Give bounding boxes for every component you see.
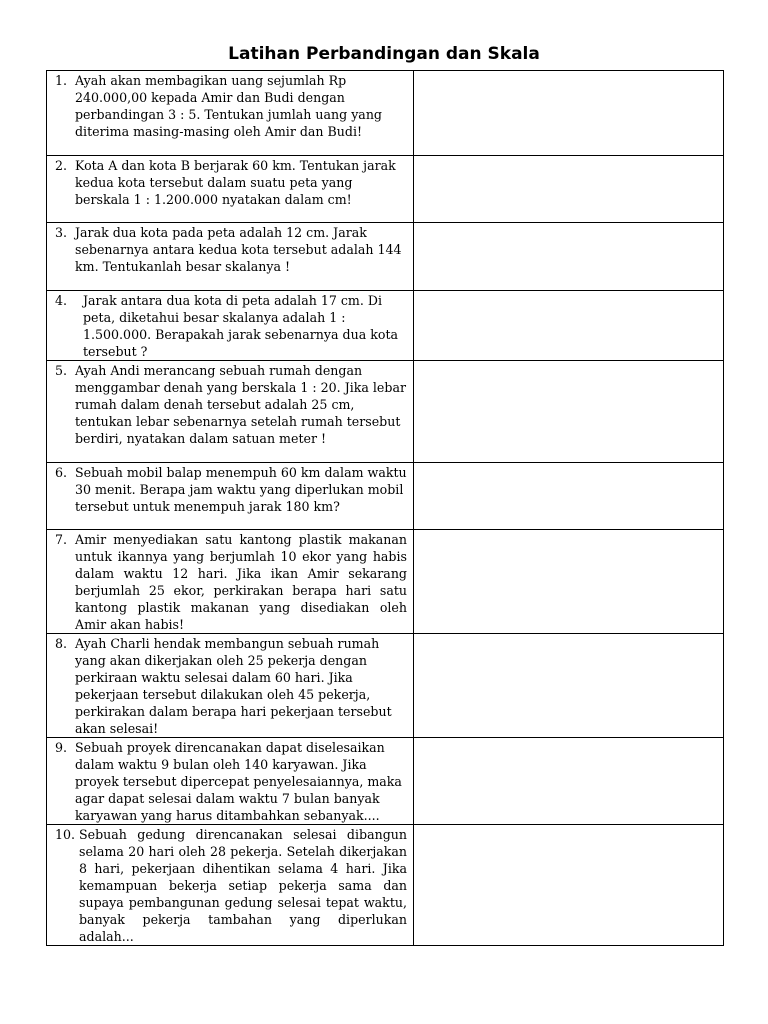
table-row (47, 634, 724, 738)
page-title: Latihan Perbandingan dan Skala (228, 44, 540, 64)
question-number: 2. (55, 158, 68, 173)
table-row (47, 71, 724, 156)
answer-cell[interactable] (414, 361, 724, 463)
question-text: Sebuah proyek direncanakan dapat diselesaikan dalam waktu 9 bulan oleh 140 karyawan. Jika proyek tersebut dipercepat penyelesaiannya, maka agar dapat selesai dalam waktu 7 bulan banyak karyawan yang harus ditambahkan sebanyak.... (75, 740, 402, 823)
question-cell (47, 530, 414, 634)
answer-cell[interactable] (414, 738, 724, 825)
table-row (47, 156, 724, 223)
question-cell (47, 463, 414, 530)
question-cell (47, 71, 414, 156)
answer-cell[interactable] (414, 223, 724, 291)
question-number: 8. (55, 636, 68, 651)
table-row (47, 291, 724, 361)
table-row (47, 361, 724, 463)
table-row (47, 825, 724, 946)
question-number: 9. (55, 740, 68, 755)
question-text: Ayah Charli hendak membangun sebuah rumah yang akan dikerjakan oleh 25 pekerja dengan perkiraan waktu selesai dalam 60 hari. Jika pekerjaan tersebut dilakukan oleh 45 pekerja, perkirakan dalam berapa hari pekerjaan tersebut akan selesai! (75, 636, 392, 736)
question-text: Ayah Andi merancang sebuah rumah dengan menggambar denah yang berskala 1 : 20. Jika lebar rumah dalam denah tersebut adalah 25 cm, tentukan lebar sebenarnya setelah rumah tersebut berdiri, nyatakan dalam satuan meter ! (75, 363, 406, 446)
question-cell (47, 361, 414, 463)
question-number: 7. (55, 532, 68, 547)
answer-cell[interactable] (414, 463, 724, 530)
question-text: Sebuah mobil balap menempuh 60 km dalam waktu 30 menit. Berapa jam waktu yang diperlukan mobil tersebut untuk menempuh jarak 180 km? (75, 465, 407, 514)
question-number: 3. (55, 225, 68, 240)
question-cell (47, 291, 414, 361)
table-row (47, 223, 724, 291)
question-text: Amir menyediakan satu kantong plastik makanan untuk ikannya yang berjumlah 10 ekor yang habis dalam waktu 12 hari. Jika ikan Amir sekarang berjumlah 25 ekor, perkirakan berapa hari satu kantong plastik makanan yang disediakan oleh Amir akan habis! (75, 532, 407, 632)
question-table (46, 70, 724, 946)
question-number: 5. (55, 363, 68, 378)
answer-cell[interactable] (414, 291, 724, 361)
question-number: 6. (55, 465, 68, 480)
question-text: Jarak antara dua kota di peta adalah 17 cm. Di peta, diketahui besar skalanya adalah 1 : 1.500.000. Berapakah jarak sebenarnya dua kota tersebut ? (83, 293, 399, 359)
question-cell (47, 825, 414, 946)
question-cell (47, 223, 414, 291)
question-number: 1. (55, 73, 68, 88)
question-text: Sebuah gedung direncanakan selesai dibangun selama 20 hari oleh 28 pekerja. Setelah dikerjakan 8 hari, pekerjaan dihentikan selama 4 hari. Jika kemampuan bekerja setiap pekerja sama dan supaya pembangunan gedung selesai tepat waktu, banyak pekerja tambahan yang diperlukan adalah... (79, 827, 407, 944)
question-cell (47, 156, 414, 223)
question-text: Kota A dan kota B berjarak 60 km. Tentukan jarak kedua kota tersebut dalam suatu peta yang berskala 1 : 1.200.000 nyatakan dalam cm! (75, 158, 396, 207)
answer-cell[interactable] (414, 156, 724, 223)
table-row (47, 738, 724, 825)
answer-cell[interactable] (414, 71, 724, 156)
question-text: Jarak dua kota pada peta adalah 12 cm. Jarak sebenarnya antara kedua kota tersebut adalah 144 km. Tentukanlah besar skalanya ! (75, 225, 402, 274)
answer-cell[interactable] (414, 634, 724, 738)
table-row (47, 463, 724, 530)
question-cell (47, 738, 414, 825)
question-cell (47, 634, 414, 738)
question-number: 4. (55, 293, 68, 308)
answer-cell[interactable] (414, 530, 724, 634)
question-text: Ayah akan membagikan uang sejumlah Rp 240.000,00 kepada Amir dan Budi dengan perbandingan 3 : 5. Tentukan jumlah uang yang diterima masing-masing oleh Amir dan Budi! (75, 73, 382, 139)
answer-cell[interactable] (414, 825, 724, 946)
table-row (47, 530, 724, 634)
question-number: 10. (55, 827, 76, 842)
